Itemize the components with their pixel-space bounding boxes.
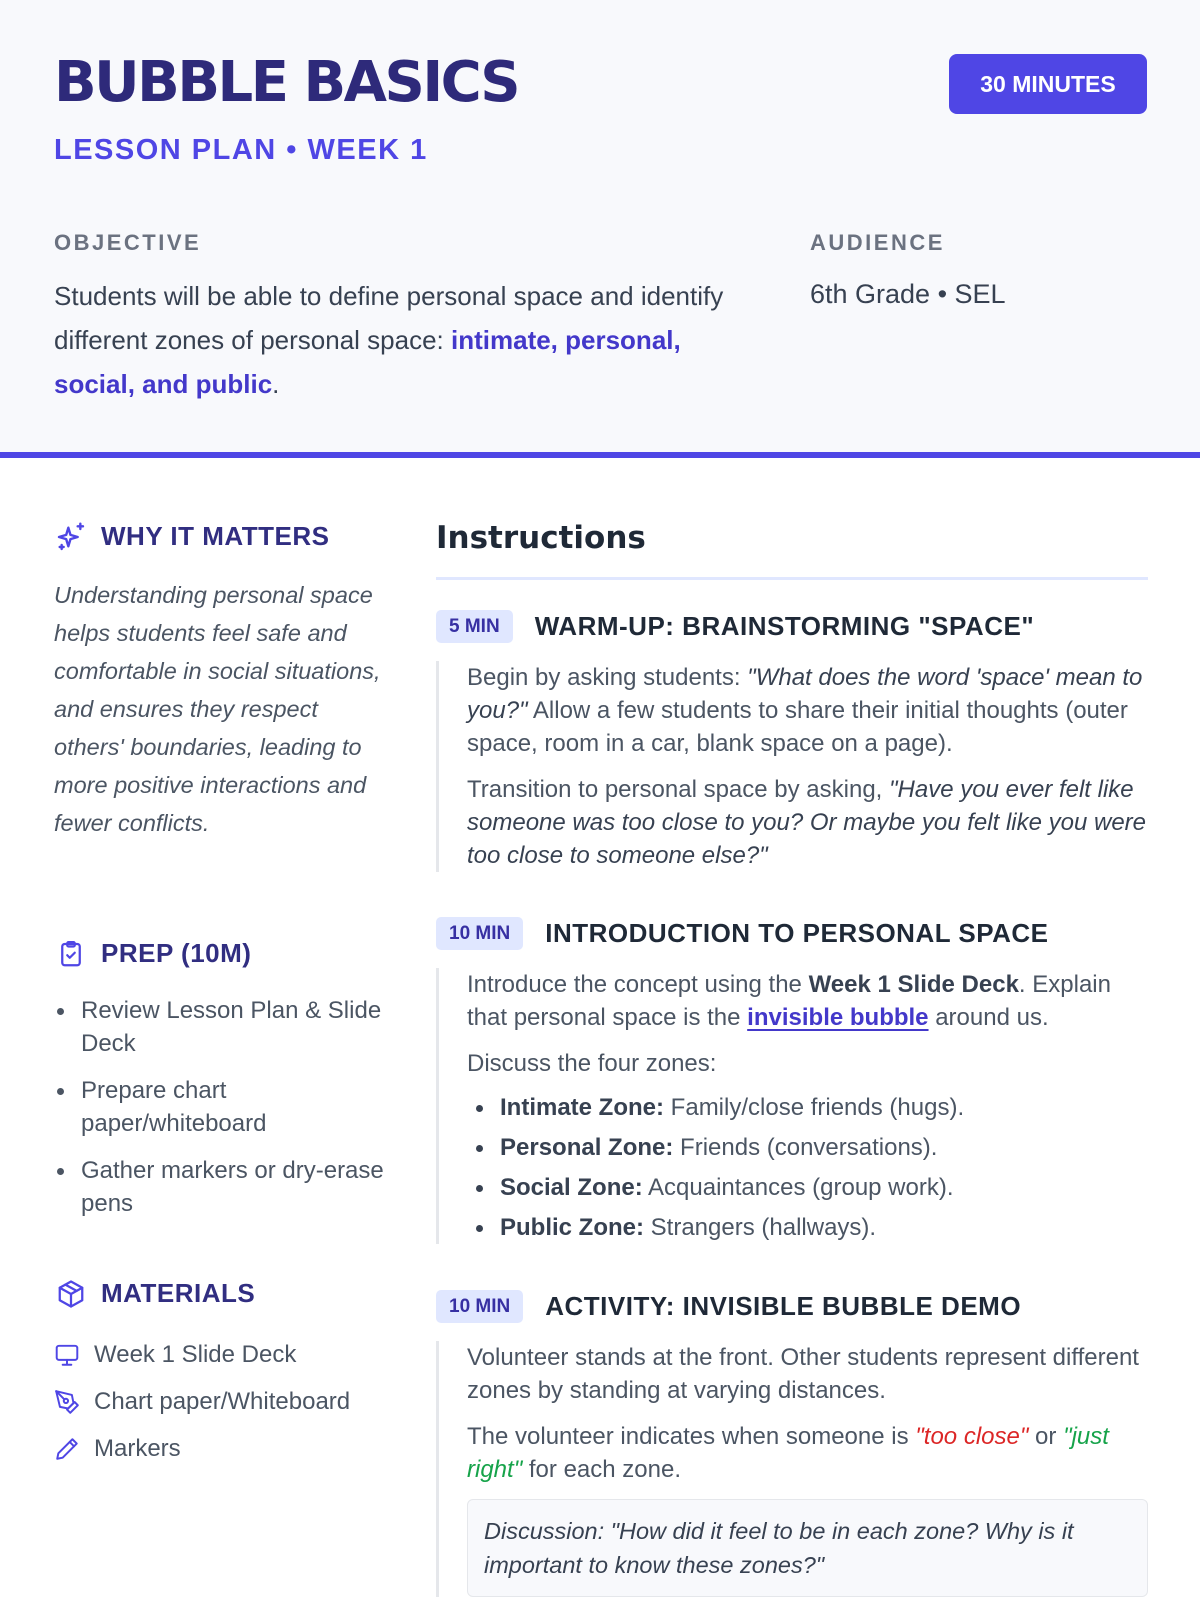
slide-deck-reference: Week 1 Slide Deck	[808, 971, 1019, 998]
material-item	[54, 1378, 350, 1425]
step-heading	[436, 917, 1049, 950]
why-it-matters-title: WHY IT MATTERS	[101, 521, 330, 551]
just-right-text: "just right"	[467, 1423, 1109, 1483]
sparkles-icon	[54, 520, 87, 553]
zone-item	[467, 1211, 1148, 1244]
materials-list	[54, 1331, 350, 1472]
instructions-divider	[436, 577, 1148, 580]
step-text: Allow a few students to share their initial thoughts (outer space, room in a car, blank space on a page).	[467, 697, 1128, 757]
prep-title: PREP (10M)	[101, 938, 252, 968]
step-text: for each zone.	[522, 1456, 681, 1483]
prep-heading	[54, 937, 251, 970]
zone-name: Intimate Zone:	[500, 1094, 665, 1121]
zone-item	[467, 1131, 1148, 1164]
step-body	[436, 661, 1148, 872]
zones-list	[467, 1091, 1148, 1244]
material-item	[54, 1425, 350, 1472]
step-text: Introduce the concept using the	[467, 971, 809, 998]
step-paragraph: Discuss the four zones:	[467, 1050, 717, 1077]
zone-desc: Strangers (hallways).	[644, 1214, 877, 1241]
monitor-icon	[54, 1342, 80, 1368]
objective-label: OBJECTIVE	[54, 230, 202, 255]
why-it-matters-heading	[54, 520, 329, 553]
zone-desc: Acquaintances (group work).	[642, 1174, 954, 1201]
material-item	[54, 1331, 350, 1378]
pen-tool-icon	[54, 1389, 80, 1415]
step-title: INTRODUCTION TO PERSONAL SPACE	[545, 918, 1049, 948]
material-label: Week 1 Slide Deck	[94, 1340, 297, 1368]
step-text: . Explain that personal space is the	[467, 971, 1111, 1031]
page-subtitle: LESSON PLAN • WEEK 1	[54, 134, 428, 166]
step-paragraph	[467, 968, 1148, 1034]
step-text: The volunteer indicates when someone is	[467, 1423, 916, 1450]
step-quote: "What does the word 'space' mean to you?"	[467, 664, 1143, 724]
step-title: WARM-UP: BRAINSTORMING "SPACE"	[534, 611, 1035, 641]
lesson-header	[0, 0, 1200, 458]
zone-item	[467, 1091, 1148, 1124]
step-title: ACTIVITY: INVISIBLE BUBBLE DEMO	[545, 1291, 1022, 1321]
objective-text-end: .	[272, 369, 280, 399]
prep-list	[54, 994, 394, 1234]
objective-highlight: intimate, personal, social, and public	[54, 325, 681, 399]
prep-item: Prepare chart paper/whiteboard	[54, 1074, 394, 1140]
zone-desc: Friends (conversations).	[673, 1134, 938, 1161]
step-quote: "Have you ever felt like someone was too close to you? Or maybe you felt like you were too close to someone else?"	[467, 776, 1147, 869]
step-paragraph	[467, 773, 1148, 872]
zone-name: Social Zone:	[500, 1174, 643, 1201]
step-heading	[436, 1290, 1021, 1323]
audience-text: 6th Grade • SEL	[810, 279, 1006, 309]
step-text: Begin by asking students:	[467, 664, 748, 691]
material-label: Markers	[94, 1434, 181, 1462]
discussion-box: Discussion: "How did it feel to be in each zone? Why is it important to know these zones?"	[467, 1499, 1148, 1597]
why-it-matters-text: Understanding personal space helps students feel safe and comfortable in social situations, and ensures they respect others' boundaries, leading to more positive interactions and fewer conflicts.	[54, 582, 381, 836]
objective-text	[54, 274, 744, 406]
step-text: Transition to personal space by asking,	[467, 776, 890, 803]
step-paragraph	[467, 1420, 1148, 1486]
step-text: or	[1028, 1423, 1064, 1450]
invisible-bubble-link[interactable]: invisible bubble	[747, 1004, 929, 1031]
step-paragraph	[467, 661, 1148, 760]
zone-name: Personal Zone:	[500, 1134, 674, 1161]
page-title: BUBBLE BASICS	[54, 50, 519, 115]
pencil-icon	[54, 1436, 80, 1462]
material-label: Chart paper/Whiteboard	[94, 1387, 351, 1415]
step-text: around us.	[928, 1004, 1049, 1031]
time-badge: 10 MIN	[436, 917, 523, 950]
time-badge: 10 MIN	[436, 1290, 523, 1323]
step-heading	[436, 610, 1034, 643]
step-body	[436, 1341, 1148, 1597]
step-paragraph: Volunteer stands at the front. Other students represent different zones by standing at varying distances.	[467, 1344, 1139, 1404]
materials-heading	[54, 1277, 255, 1310]
objective-text-main: Students will be able to define personal space and identify different zones of personal space:	[54, 281, 724, 355]
time-badge: 5 MIN	[436, 610, 513, 643]
clipboard-check-icon	[54, 937, 87, 970]
materials-title: MATERIALS	[101, 1278, 256, 1308]
instructions-title: Instructions	[436, 520, 646, 556]
zone-desc: Family/close friends (hugs).	[664, 1094, 965, 1121]
duration-badge: 30 MINUTES	[949, 54, 1147, 114]
zone-item	[467, 1171, 1148, 1204]
zone-name: Public Zone:	[500, 1214, 644, 1241]
prep-item: Review Lesson Plan & Slide Deck	[54, 994, 394, 1060]
box-icon	[54, 1277, 87, 1310]
step-body	[436, 968, 1148, 1244]
too-close-text: "too close"	[915, 1423, 1029, 1450]
prep-item: Gather markers or dry-erase pens	[54, 1154, 394, 1220]
audience-label: AUDIENCE	[810, 230, 945, 255]
